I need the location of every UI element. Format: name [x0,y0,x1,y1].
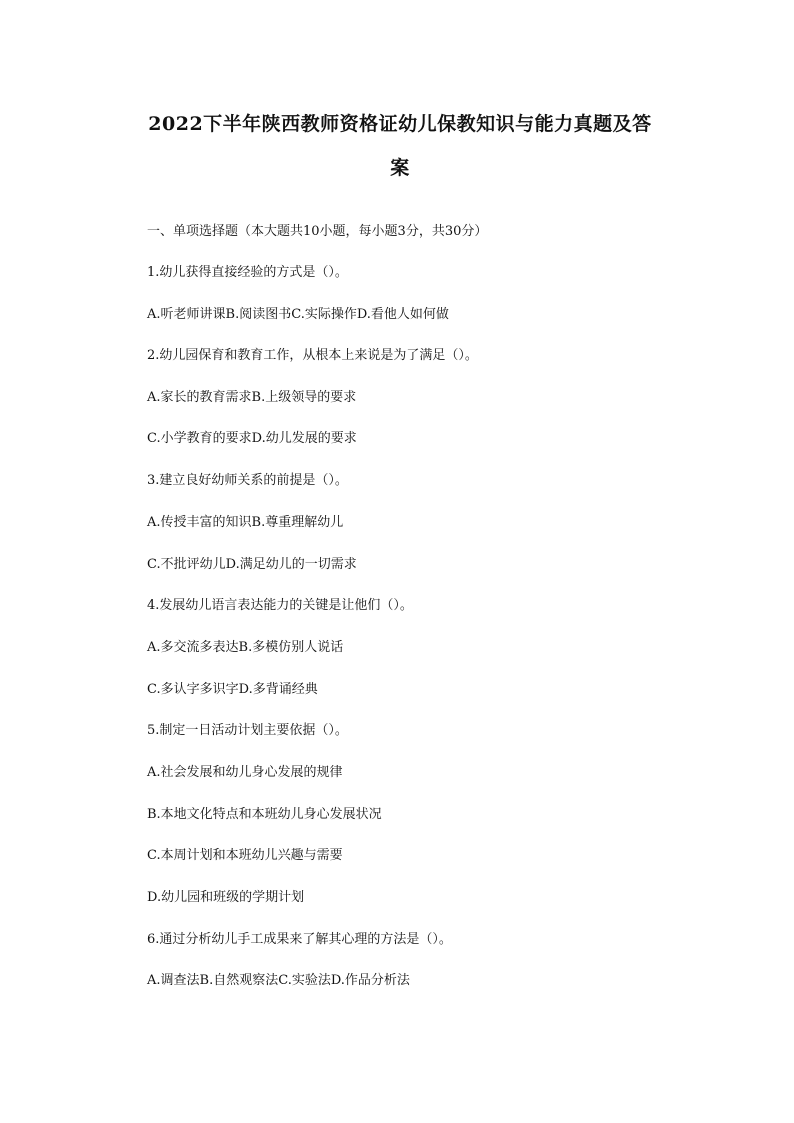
question-2-options-cd: C.小学教育的要求D.幼儿发展的要求 [147,431,357,446]
question-1: 1.幼儿获得直接经验的方式是（）。 [147,265,348,280]
question-5-option-b: B.本地文化特点和本班幼儿身心发展状况 [147,807,382,822]
title-line-1: 2022下半年陕西教师资格证幼儿保教知识与能力真题及答 [148,113,652,135]
section-heading: 一、单项选择题（本大题共10小题，每小题3分，共30分） [147,224,488,239]
question-5-option-a: A.社会发展和幼儿身心发展的规律 [147,765,343,780]
question-6-options: A.调查法B.自然观察法C.实验法D.作品分析法 [147,973,410,988]
question-6: 6.通过分析幼儿手工成果来了解其心理的方法是（）。 [147,932,452,947]
question-3-options-ab: A.传授丰富的知识B.尊重理解幼儿 [147,515,344,530]
question-3: 3.建立良好幼师关系的前提是（）。 [147,473,348,488]
question-3-options-cd: C.不批评幼儿D.满足幼儿的一切需求 [147,557,357,572]
question-2: 2.幼儿园保育和教育工作，从根本上来说是为了满足（）。 [147,348,478,363]
question-5-option-d: D.幼儿园和班级的学期计划 [147,890,305,905]
question-1-options: A.听老师讲课B.阅读图书C.实际操作D.看他人如何做 [147,307,449,322]
question-4-options-ab: A.多交流多表达B.多模仿别人说话 [147,640,344,655]
question-5: 5.制定一日活动计划主要依据（）。 [147,723,348,738]
question-5-option-c: C.本周计划和本班幼儿兴趣与需要 [147,848,343,863]
question-4: 4.发展幼儿语言表达能力的关键是让他们（）。 [147,598,413,613]
title-line-2: 案 [390,157,410,179]
question-2-options-ab: A.家长的教育需求B.上级领导的要求 [147,390,357,405]
question-4-options-cd: C.多认字多识字D.多背诵经典 [147,682,318,697]
